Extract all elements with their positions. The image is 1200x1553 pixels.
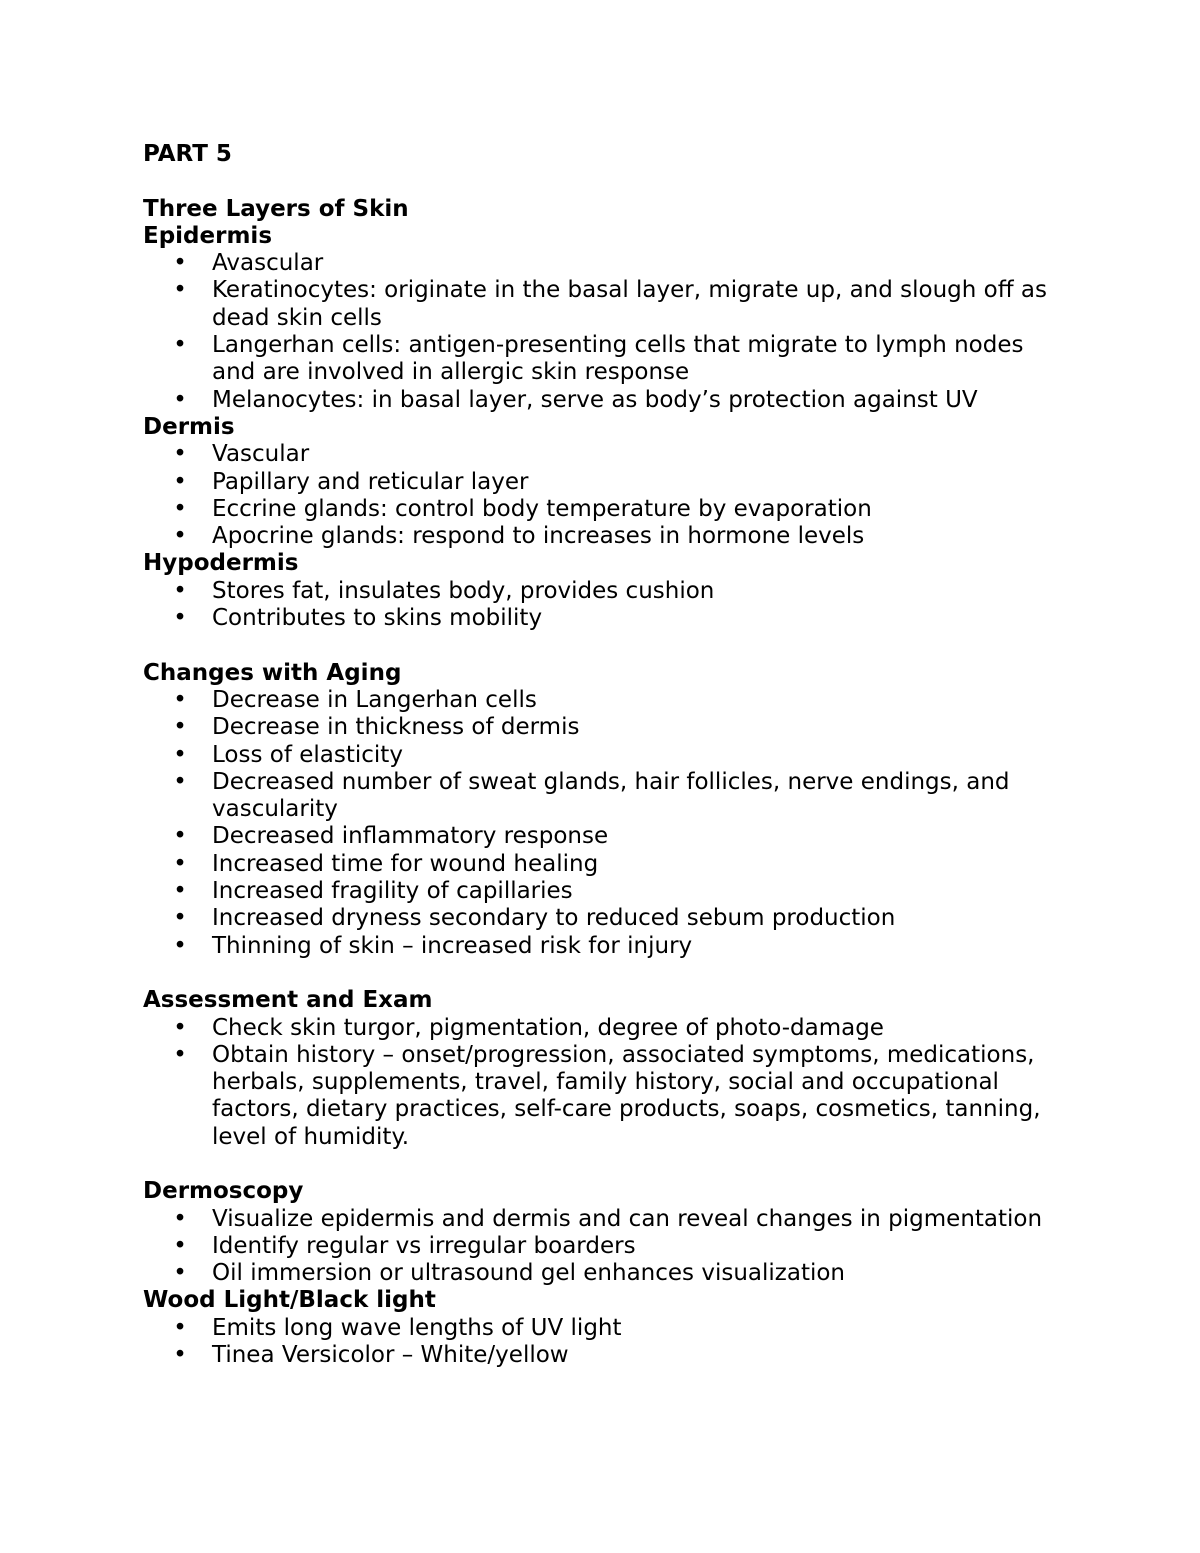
list-item (143, 714, 1063, 741)
list-item-text: Langerhan cells: antigen-presenting cells that migrate to lymph nodes and are involved in allergic skin response (212, 332, 1024, 386)
bullet-icon: • (173, 1014, 187, 1041)
section-heading: Three Layers of Skin (143, 195, 409, 222)
list-item (143, 496, 1063, 523)
bullet-icon: • (173, 878, 187, 905)
list-item (143, 469, 1063, 496)
document-title: PART 5 (143, 141, 232, 167)
blank-line (143, 1151, 1063, 1178)
dermis-list (143, 441, 1063, 550)
list-item (143, 905, 1063, 932)
list-item-text: Vascular (212, 441, 310, 468)
list-item (143, 851, 1063, 878)
bullet-icon: • (173, 932, 187, 959)
dermoscopy-list (143, 1206, 1063, 1288)
bullet-icon: • (173, 1342, 187, 1369)
bullet-icon: • (173, 277, 187, 304)
list-item (143, 1206, 1063, 1233)
section-wood-light (143, 1287, 1063, 1369)
epidermis-list (143, 250, 1063, 414)
list-item-text: Avascular (212, 250, 324, 277)
list-item-text: Oil immersion or ultrasound gel enhances visualization (212, 1260, 846, 1287)
bullet-icon: • (173, 905, 187, 932)
list-item (143, 769, 1063, 824)
list-item-text: Increased dryness secondary to reduced sebum production (212, 905, 896, 932)
subsection-heading-hypodermis: Hypodermis (143, 550, 299, 577)
bullet-icon: • (173, 386, 187, 413)
list-item-text: Decrease in Langerhan cells (212, 686, 537, 713)
bullet-icon: • (173, 250, 187, 277)
section-heading: Dermoscopy (143, 1178, 304, 1205)
list-item-text: Keratinocytes: originate in the basal layer, migrate up, and slough off as dead skin cells (212, 277, 1047, 331)
list-item (143, 933, 1063, 960)
bullet-icon: • (173, 850, 187, 877)
bullet-icon: • (173, 1205, 187, 1232)
bullet-icon: • (173, 495, 187, 522)
document-body (143, 141, 1063, 1369)
list-item-text: Decreased inflammatory response (212, 823, 609, 850)
list-item (143, 878, 1063, 905)
list-item-text: Tinea Versicolor – White/yellow (212, 1342, 569, 1369)
list-item-text: Stores fat, insulates body, provides cushion (212, 577, 715, 604)
bullet-icon: • (173, 1041, 187, 1068)
list-item (143, 578, 1063, 605)
section-heading: Changes with Aging (143, 659, 402, 686)
list-item-text: Increased time for wound healing (212, 850, 599, 877)
subsection-heading-dermis: Dermis (143, 413, 235, 440)
list-item (143, 687, 1063, 714)
section-changes-with-aging (143, 660, 1063, 960)
bullet-icon: • (173, 1232, 187, 1259)
bullet-icon: • (173, 523, 187, 550)
bullet-icon: • (173, 1260, 187, 1287)
list-item (143, 441, 1063, 468)
list-item-text: Loss of elasticity (212, 741, 403, 768)
list-item (143, 1042, 1063, 1151)
list-item-text: Check skin turgor, pigmentation, degree of photo-damage (212, 1014, 884, 1041)
list-item-text: Melanocytes: in basal layer, serve as body’s protection against UV (212, 386, 978, 413)
list-item (143, 523, 1063, 550)
bullet-icon: • (173, 686, 187, 713)
blank-line (143, 168, 1063, 195)
assessment-list (143, 1015, 1063, 1151)
bullet-icon: • (173, 468, 187, 495)
subsection-heading-epidermis: Epidermis (143, 222, 273, 249)
list-item-text: Decrease in thickness of dermis (212, 714, 580, 741)
bullet-icon: • (173, 714, 187, 741)
blank-line (143, 960, 1063, 987)
list-item (143, 1342, 1063, 1369)
list-item (143, 823, 1063, 850)
aging-list (143, 687, 1063, 960)
list-item (143, 277, 1063, 332)
list-item (143, 1015, 1063, 1042)
list-item-text: Increased fragility of capillaries (212, 878, 573, 905)
bullet-icon: • (173, 577, 187, 604)
section-dermoscopy (143, 1178, 1063, 1287)
blank-line (143, 632, 1063, 659)
section-heading: Assessment and Exam (143, 987, 433, 1014)
bullet-icon: • (173, 741, 187, 768)
list-item (143, 387, 1063, 414)
section-assessment-and-exam (143, 987, 1063, 1151)
wood-light-list (143, 1315, 1063, 1370)
list-item (143, 1233, 1063, 1260)
bullet-icon: • (173, 605, 187, 632)
section-heading: Wood Light/Black light (143, 1287, 436, 1314)
list-item-text: Eccrine glands: control body temperature by evaporation (212, 495, 872, 522)
bullet-icon: • (173, 441, 187, 468)
list-item (143, 332, 1063, 387)
list-item-text: Identify regular vs irregular boarders (212, 1232, 636, 1259)
list-item (143, 250, 1063, 277)
list-item (143, 742, 1063, 769)
list-item-text: Obtain history – onset/progression, associated symptoms, medications, herbals, supplements, travel, family history, social and occupational factors, dietary practices, self-care products, soaps, cosmetics, tanning, level of humidity. (212, 1041, 1041, 1150)
list-item-text: Emits long wave lengths of UV light (212, 1314, 622, 1341)
list-item-text: Apocrine glands: respond to increases in hormone levels (212, 523, 865, 550)
bullet-icon: • (173, 823, 187, 850)
list-item-text: Contributes to skins mobility (212, 605, 543, 632)
list-item (143, 605, 1063, 632)
list-item-text: Visualize epidermis and dermis and can reveal changes in pigmentation (212, 1205, 1043, 1232)
list-item-text: Decreased number of sweat glands, hair follicles, nerve endings, and vascularity (212, 768, 1010, 823)
list-item-text: Papillary and reticular layer (212, 468, 529, 495)
list-item-text: Thinning of skin – increased risk for injury (212, 932, 693, 959)
list-item (143, 1315, 1063, 1342)
section-three-layers-of-skin (143, 196, 1063, 633)
hypodermis-list (143, 578, 1063, 633)
bullet-icon: • (173, 1314, 187, 1341)
bullet-icon: • (173, 332, 187, 359)
list-item (143, 1260, 1063, 1287)
bullet-icon: • (173, 768, 187, 795)
